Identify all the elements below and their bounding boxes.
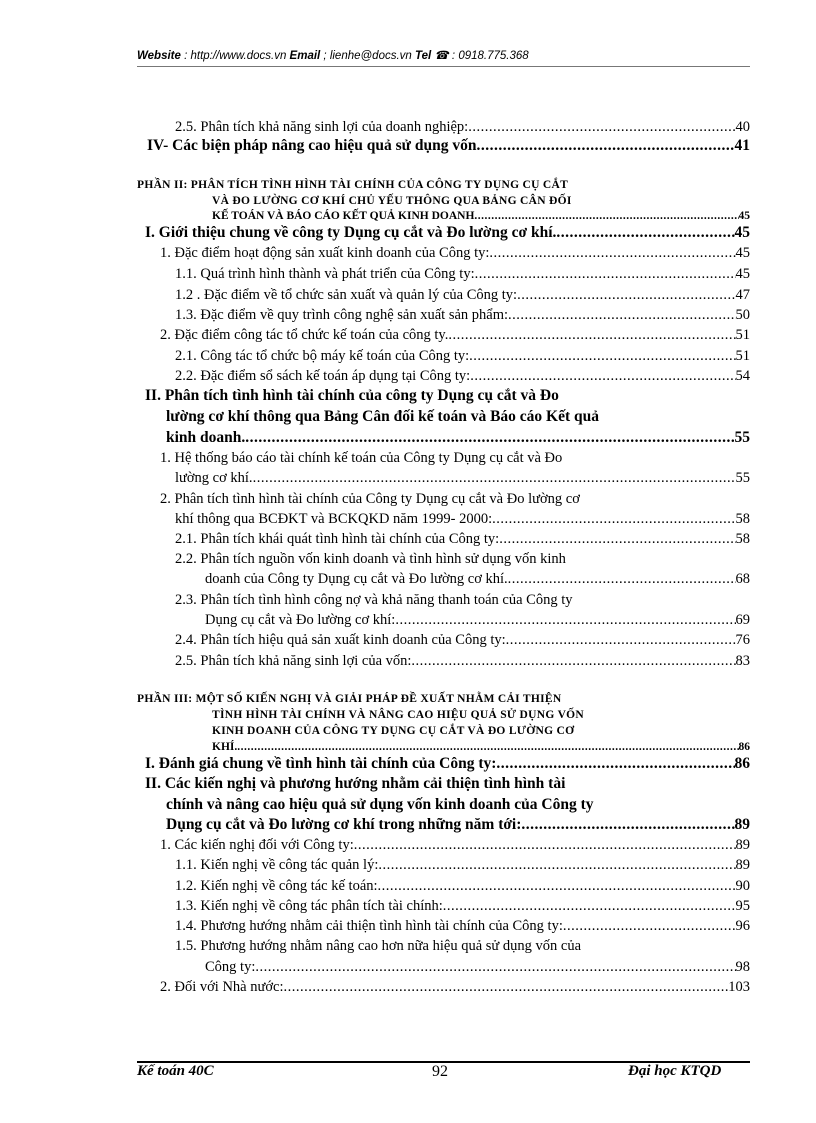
toc-entry: I. Giới thiệu chung về công ty Dụng cụ cắt và Đo lường cơ khí. ..... 45 <box>145 224 750 242</box>
section-heading: II. Phân tích tình hình tài chính của công ty Dụng cụ cắt và Đo <box>145 387 559 404</box>
toc-entry: 1.3. Đặc điểm về quy trình công nghệ sản xuất sản phẩm: ..... 50 <box>175 306 750 324</box>
toc-entry: 2.5. Phân tích khả năng sinh lợi của vốn: ..... 83 <box>175 652 750 670</box>
email-value: ; lienhe@docs.vn <box>320 50 416 62</box>
part-heading: PHẦN III: MỘT SỐ KIẾN NGHỊ VÀ GIẢI PHÁP ĐỀ XUẤT NHẰM CẢI THIỆN <box>137 693 562 705</box>
toc-entry: doanh của Công ty Dụng cụ cắt và Đo lường cơ khí. ..... 68 <box>205 570 750 588</box>
footer-left: Kế toán 40C <box>137 1063 214 1079</box>
part-heading: TÌNH HÌNH TÀI CHÍNH VÀ NÂNG CAO HIỆU QUẢ SỬ DỤNG VỐN <box>212 709 585 721</box>
section-heading: lường cơ khí thông qua Bảng Cân đối kế toán và Báo cáo Kết quả <box>166 408 600 425</box>
toc-entry: 1.2 . Đặc điểm về tổ chức sản xuất và quản lý của Công ty: ..... 47 <box>175 286 750 304</box>
section-heading: II. Các kiến nghị và phương hướng nhằm cải thiện tình hình tài <box>145 775 566 792</box>
toc-entry: lường cơ khí. ..... 55 <box>175 469 750 487</box>
toc-line: 2. Phân tích tình hình tài chính của Công ty Dụng cụ cắt và Đo lường cơ <box>160 491 580 507</box>
toc-entry: 1.1. Quá trình hình thành và phát triển của Công ty: ..... 45 <box>175 265 750 283</box>
toc-entry: 2.2. Đặc điểm sổ sách kế toán áp dụng tại Công ty: ..... 54 <box>175 367 750 385</box>
toc-entry: Công ty: ..... 98 <box>205 958 750 976</box>
toc-entry: 2.1. Phân tích khái quát tình hình tài chính của Công ty: ..... 58 <box>175 530 750 548</box>
page-header <box>137 48 750 62</box>
toc-entry: KẾ TOÁN VÀ BÁO CÁO KẾT QUẢ KINH DOANH ..... 45 <box>212 207 750 225</box>
toc-entry: khí thông qua BCĐKT và BCKQKD năm 1999- 2000: ..... 58 <box>175 510 750 528</box>
toc-entry: IV- Các biện pháp nâng cao hiệu quả sử dụng vốn ..... 41 <box>147 137 750 155</box>
toc-entry: 1. Đặc điểm hoạt động sản xuất kinh doanh của Công ty: ..... 45 <box>160 244 750 262</box>
toc-entry: KHÍ. ..... 86 <box>212 738 750 756</box>
toc-entry: Dụng cụ cắt và Đo lường cơ khí trong những năm tới: ..... 89 <box>166 816 750 834</box>
toc-entry: Dụng cụ cắt và Đo lường cơ khí: ..... 69 <box>205 611 750 629</box>
part-heading: KINH DOANH CỦA CÔNG TY DỤNG CỤ CẮT VÀ ĐO LƯỜNG CƠ <box>212 725 575 737</box>
toc-line: 1.5. Phương hướng nhằm nâng cao hơn nữa hiệu quả sử dụng vốn của <box>175 938 581 954</box>
email-label: Email <box>289 50 321 62</box>
toc-line: 2.3. Phân tích tình hình công nợ và khả năng thanh toán của Công ty <box>175 592 573 608</box>
toc-entry: 2.4. Phân tích hiệu quả sản xuất kinh doanh của Công ty: ..... 76 <box>175 631 750 649</box>
part-heading: VÀ ĐO LƯỜNG CƠ KHÍ CHỦ YẾU THÔNG QUA BẢNG CÂN ĐỐI <box>212 195 572 207</box>
toc-entry: 1.1. Kiến nghị về công tác quản lý: ..... 89 <box>175 856 750 874</box>
section-heading: chính và nâng cao hiệu quả sử dụng vốn kinh doanh của Công ty <box>166 796 594 813</box>
website-value: : http://www.docs.vn <box>180 50 290 62</box>
toc-entry: 2.1. Công tác tổ chức bộ máy kế toán của Công ty: ..... 51 <box>175 347 750 365</box>
toc-entry: 1.3. Kiến nghị về công tác phân tích tài chính: ..... 95 <box>175 897 750 915</box>
toc-entry: 1. Các kiến nghị đối với Công ty: ..... 89 <box>160 836 750 854</box>
tel-value: ☎ : 0918.775.368 <box>431 50 529 62</box>
part-heading: PHẦN II: PHÂN TÍCH TÌNH HÌNH TÀI CHÍNH CỦA CÔNG TY DỤNG CỤ CẮT <box>137 179 569 191</box>
toc-entry: kinh doanh. ..... 55 <box>166 429 750 447</box>
toc-entry: I. Đánh giá chung về tình hình tài chính của Công ty: ..... 86 <box>145 755 750 773</box>
toc-entry: 2. Đối với Nhà nước: ..... 103 <box>160 978 750 996</box>
website-label: Website <box>137 50 181 62</box>
toc-entry: 2. Đặc điểm công tác tổ chức kế toán của công ty. ..... 51 <box>160 326 750 344</box>
footer-right: Đại học KTQD <box>628 1063 722 1079</box>
toc-entry: 1.4. Phương hướng nhằm cải thiện tình hình tài chính của Công ty: ..... 96 <box>175 917 750 935</box>
page-number: 92 <box>432 1063 448 1080</box>
toc-entry: 2.5. Phân tích khả năng sinh lợi của doanh nghiệp: ..... 40 <box>175 118 750 136</box>
toc-line: 1. Hệ thống báo cáo tài chính kế toán của Công ty Dụng cụ cắt và Đo <box>160 450 563 466</box>
toc-line: 2.2. Phân tích nguồn vốn kinh doanh và tình hình sử dụng vốn kinh <box>175 551 566 567</box>
header-divider <box>137 66 750 67</box>
toc-entry: 1.2. Kiến nghị về công tác kế toán: ..... 90 <box>175 877 750 895</box>
tel-label: Tel <box>415 50 432 62</box>
